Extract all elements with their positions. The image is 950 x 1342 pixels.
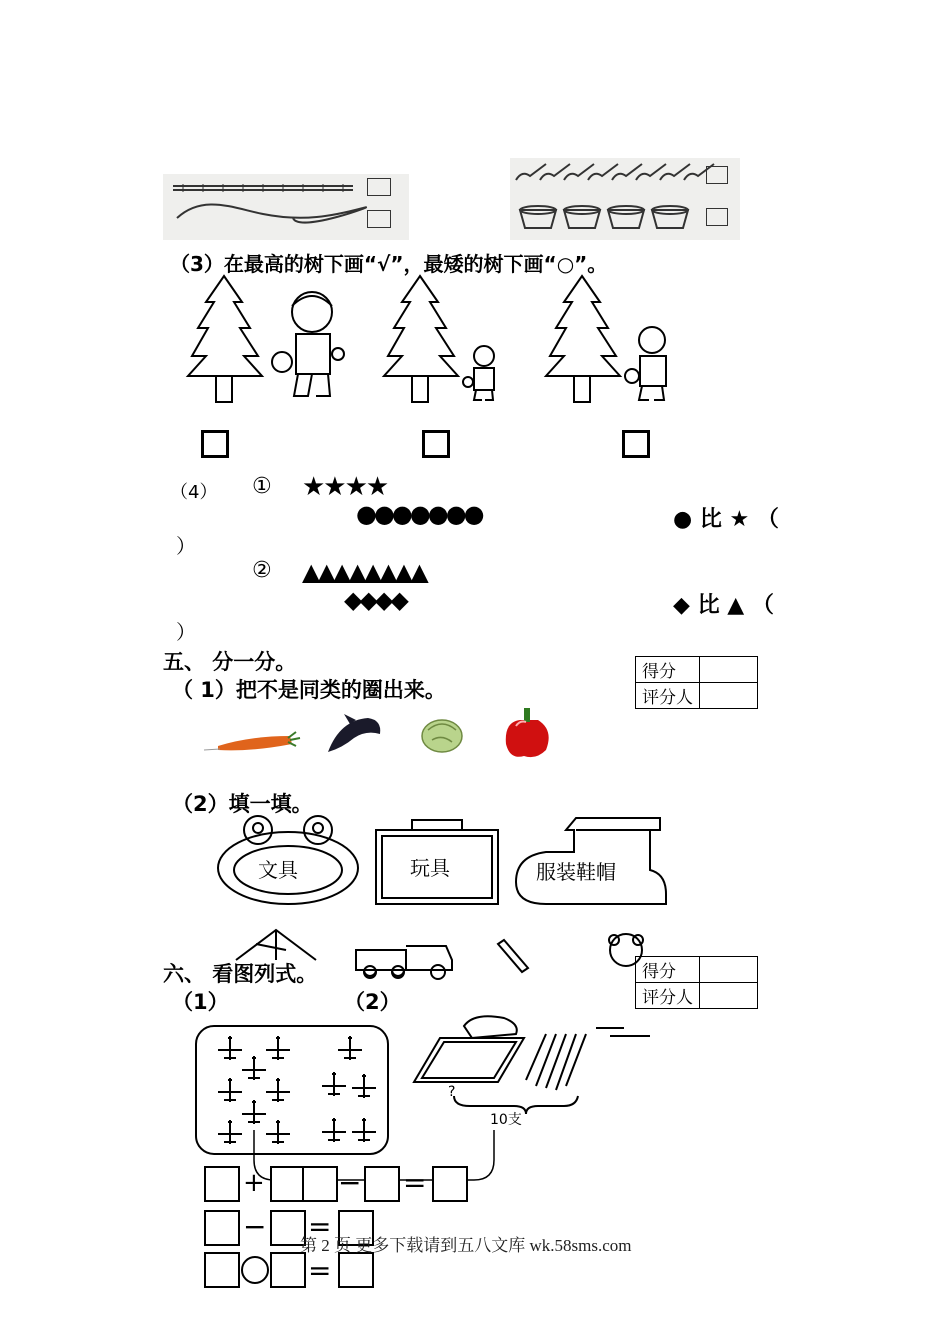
- pencils-total-label: 10支: [490, 1112, 522, 1128]
- section6-q1-label: （1）: [172, 990, 229, 1014]
- eq3-box-3[interactable]: [338, 1252, 374, 1288]
- carrot-icon: [204, 732, 300, 750]
- answer-box-tree-3[interactable]: [622, 430, 650, 458]
- eq1-box-1[interactable]: [204, 1166, 240, 1202]
- eq3-box-2[interactable]: [270, 1252, 306, 1288]
- eq1-minus: −: [338, 1166, 362, 1199]
- q4-item1-circles: ●●●●●●●: [356, 500, 482, 528]
- score-table-section6: [635, 956, 758, 1009]
- q4-item2-compare: ◆ 比 ▲ （: [673, 593, 774, 618]
- score-table-section5: [635, 656, 758, 709]
- pepper-icon: [506, 708, 549, 757]
- grader-label: 评分人: [636, 683, 700, 709]
- pencil-box-image: [410, 1004, 660, 1128]
- grader-value-cell[interactable]: [700, 683, 758, 709]
- q3-instruction: （3）在最高的树下画“√”，最矮的树下画“○”。: [170, 252, 608, 276]
- eq1-box-2[interactable]: [270, 1166, 306, 1202]
- eq2-equals: =: [308, 1210, 332, 1243]
- trees-and-kids-image: [180, 272, 680, 408]
- section5-q2: （2）填一填。: [172, 792, 313, 816]
- odd-one-out-image: [200, 700, 580, 764]
- q4-item1-stars: ★★★★: [302, 472, 388, 502]
- answer-box-tree-1[interactable]: [201, 430, 229, 458]
- grader-label: 评分人: [636, 983, 700, 1009]
- eq1-box-4[interactable]: [364, 1166, 400, 1202]
- answer-box-rope-1[interactable]: [367, 178, 391, 196]
- q4-item1-answer-close[interactable]: ）: [176, 534, 196, 558]
- q4-item2-answer-close[interactable]: ）: [176, 620, 196, 644]
- eq1-box-5[interactable]: [432, 1166, 468, 1202]
- category-clothing: 服装鞋帽: [536, 860, 616, 884]
- q4-item2-triangles: ▲▲▲▲▲▲▲▲: [302, 558, 426, 586]
- score-value-cell[interactable]: [700, 957, 758, 983]
- section5-title: 五、 分一分。: [163, 650, 297, 674]
- q4-item2-diamonds: ◆◆◆◆: [344, 586, 406, 614]
- grader-value-cell[interactable]: [700, 983, 758, 1009]
- q4-item1-compare: ● 比 ★ （: [673, 507, 779, 532]
- eq3-box-1[interactable]: [204, 1252, 240, 1288]
- q4-item1-number: ①: [252, 474, 272, 499]
- answer-box-spoons[interactable]: [706, 166, 728, 184]
- score-label: 得分: [636, 657, 700, 683]
- q4-label: （4）: [170, 482, 218, 503]
- answer-box-tree-2[interactable]: [422, 430, 450, 458]
- q4-item2-number: ②: [252, 558, 272, 583]
- eq3-equals: =: [308, 1254, 332, 1287]
- eq2-minus: −: [243, 1210, 267, 1243]
- eq2-box-1[interactable]: [204, 1210, 240, 1246]
- section5-q1: （ 1）把不是同类的圈出来。: [172, 678, 446, 702]
- category-toys: 玩具: [410, 856, 450, 880]
- answer-box-bowls[interactable]: [706, 208, 728, 226]
- section6-title: 六、 看图列式。: [163, 962, 318, 986]
- category-stationery: 文具: [258, 858, 298, 882]
- eq1-equals: =: [403, 1166, 427, 1199]
- score-value-cell[interactable]: [700, 657, 758, 683]
- eq1-plus: +: [243, 1168, 265, 1198]
- section6-q2-label: （2）: [344, 990, 401, 1014]
- page-footer: 第 2 页 更多下载请到五八文库 wk.58sms.com: [300, 1236, 632, 1255]
- pencils-question-mark: ?: [448, 1084, 456, 1100]
- dolphin-icon: [328, 714, 380, 752]
- cabbage-icon: [422, 720, 462, 752]
- eq1-box-3[interactable]: [302, 1166, 338, 1202]
- eq3-operator-circle[interactable]: [241, 1256, 269, 1284]
- answer-box-rope-2[interactable]: [367, 210, 391, 228]
- score-label: 得分: [636, 957, 700, 983]
